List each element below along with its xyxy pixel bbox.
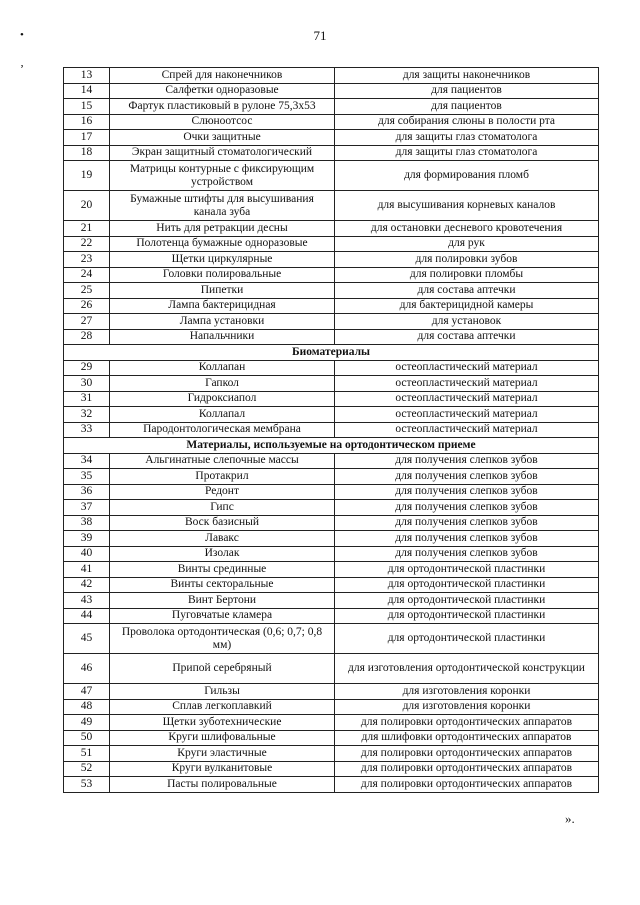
item-name-cell: Очки защитные bbox=[110, 130, 335, 146]
row-number-cell: 36 bbox=[64, 484, 110, 500]
row-number-cell: 17 bbox=[64, 130, 110, 146]
item-purpose-cell: для ортодонтической пластинки bbox=[335, 562, 599, 578]
item-purpose-cell: для шлифовки ортодонтических аппаратов bbox=[335, 730, 599, 746]
item-name-cell: Винт Бертони bbox=[110, 593, 335, 609]
table-row bbox=[64, 624, 599, 654]
item-purpose-cell: для изготовления ортодонтической конструкции bbox=[335, 654, 599, 684]
table-row bbox=[64, 376, 599, 392]
item-purpose-cell: для установок bbox=[335, 314, 599, 330]
table-row bbox=[64, 252, 599, 268]
margin-bullet-mark: • bbox=[20, 29, 24, 41]
table-row bbox=[64, 314, 599, 330]
item-purpose-cell: для состава аптечки bbox=[335, 329, 599, 345]
table-row bbox=[64, 469, 599, 485]
table-row bbox=[64, 298, 599, 314]
item-purpose-cell: для получения слепков зубов bbox=[335, 453, 599, 469]
row-number-cell: 44 bbox=[64, 608, 110, 624]
margin-apostrophe-mark: ʼ bbox=[20, 62, 24, 76]
row-number-cell: 34 bbox=[64, 453, 110, 469]
table-row bbox=[64, 654, 599, 684]
row-number-cell: 24 bbox=[64, 267, 110, 283]
item-purpose-cell: для полировки ортодонтических аппаратов bbox=[335, 715, 599, 731]
table-row bbox=[64, 283, 599, 299]
item-name-cell: Круги эластичные bbox=[110, 746, 335, 762]
item-purpose-cell: остеопластический материал bbox=[335, 376, 599, 392]
item-name-cell: Винты срединные bbox=[110, 562, 335, 578]
item-purpose-cell: для остановки десневого кровотечения bbox=[335, 221, 599, 237]
row-number-cell: 43 bbox=[64, 593, 110, 609]
materials-table bbox=[63, 67, 599, 793]
row-number-cell: 26 bbox=[64, 298, 110, 314]
item-name-cell: Коллапал bbox=[110, 407, 335, 423]
row-number-cell: 39 bbox=[64, 531, 110, 547]
row-number-cell: 29 bbox=[64, 360, 110, 376]
item-name-cell: Спрей для наконечников bbox=[110, 68, 335, 84]
table-row bbox=[64, 562, 599, 578]
item-name-cell: Лампа установки bbox=[110, 314, 335, 330]
table-row bbox=[64, 746, 599, 762]
item-name-cell: Протакрил bbox=[110, 469, 335, 485]
item-name-cell: Головки полировальные bbox=[110, 267, 335, 283]
item-purpose-cell: для бактерицидной камеры bbox=[335, 298, 599, 314]
table-row bbox=[64, 531, 599, 547]
item-purpose-cell: для полировки ортодонтических аппаратов bbox=[335, 761, 599, 777]
row-number-cell: 28 bbox=[64, 329, 110, 345]
row-number-cell: 42 bbox=[64, 577, 110, 593]
row-number-cell: 37 bbox=[64, 500, 110, 516]
table-row bbox=[64, 99, 599, 115]
row-number-cell: 20 bbox=[64, 191, 110, 221]
item-purpose-cell: для получения слепков зубов bbox=[335, 515, 599, 531]
item-name-cell: Гидроксиапол bbox=[110, 391, 335, 407]
row-number-cell: 51 bbox=[64, 746, 110, 762]
item-purpose-cell: для полировки пломбы bbox=[335, 267, 599, 283]
table-row bbox=[64, 191, 599, 221]
table-row bbox=[64, 684, 599, 700]
item-name-cell: Коллапан bbox=[110, 360, 335, 376]
item-name-cell: Пуговчатые кламера bbox=[110, 608, 335, 624]
row-number-cell: 13 bbox=[64, 68, 110, 84]
item-name-cell: Напальчники bbox=[110, 329, 335, 345]
table-row bbox=[64, 422, 599, 438]
item-purpose-cell: для полировки зубов bbox=[335, 252, 599, 268]
item-name-cell: Редонт bbox=[110, 484, 335, 500]
materials-table-body bbox=[64, 68, 599, 793]
item-purpose-cell: для изготовления коронки bbox=[335, 684, 599, 700]
row-number-cell: 22 bbox=[64, 236, 110, 252]
row-number-cell: 27 bbox=[64, 314, 110, 330]
table-row bbox=[64, 391, 599, 407]
item-name-cell: Гильзы bbox=[110, 684, 335, 700]
table-row bbox=[64, 453, 599, 469]
table-row bbox=[64, 329, 599, 345]
row-number-cell: 38 bbox=[64, 515, 110, 531]
table-row bbox=[64, 484, 599, 500]
item-purpose-cell: для ортодонтической пластинки bbox=[335, 624, 599, 654]
item-purpose-cell: для получения слепков зубов bbox=[335, 546, 599, 562]
table-row bbox=[64, 145, 599, 161]
item-name-cell: Салфетки одноразовые bbox=[110, 83, 335, 99]
item-name-cell: Лампа бактерицидная bbox=[110, 298, 335, 314]
item-name-cell: Проволока ортодонтическая (0,6; 0,7; 0,8 мм) bbox=[110, 624, 335, 654]
table-row bbox=[64, 608, 599, 624]
item-name-cell: Воск базисный bbox=[110, 515, 335, 531]
row-number-cell: 32 bbox=[64, 407, 110, 423]
item-purpose-cell: для получения слепков зубов bbox=[335, 469, 599, 485]
table-row bbox=[64, 500, 599, 516]
row-number-cell: 30 bbox=[64, 376, 110, 392]
item-purpose-cell: для полировки ортодонтических аппаратов bbox=[335, 746, 599, 762]
item-purpose-cell: для получения слепков зубов bbox=[335, 531, 599, 547]
table-row bbox=[64, 546, 599, 562]
item-purpose-cell: для ортодонтической пластинки bbox=[335, 593, 599, 609]
row-number-cell: 53 bbox=[64, 777, 110, 793]
row-number-cell: 25 bbox=[64, 283, 110, 299]
row-number-cell: 15 bbox=[64, 99, 110, 115]
item-purpose-cell: для защиты глаз стоматолога bbox=[335, 130, 599, 146]
section-title: Биоматериалы bbox=[64, 345, 599, 361]
table-row bbox=[64, 114, 599, 130]
table-row bbox=[64, 161, 599, 191]
item-name-cell: Гипс bbox=[110, 500, 335, 516]
item-purpose-cell: для ортодонтической пластинки bbox=[335, 608, 599, 624]
table-row bbox=[64, 730, 599, 746]
item-name-cell: Матрицы контурные с фиксирующим устройством bbox=[110, 161, 335, 191]
closing-quote-mark: ». bbox=[565, 811, 575, 826]
item-purpose-cell: остеопластический материал bbox=[335, 422, 599, 438]
item-name-cell: Изолак bbox=[110, 546, 335, 562]
table-row bbox=[64, 593, 599, 609]
row-number-cell: 21 bbox=[64, 221, 110, 237]
section-header-row bbox=[64, 345, 599, 361]
item-name-cell: Нить для ретракции десны bbox=[110, 221, 335, 237]
item-name-cell: Слюноотсос bbox=[110, 114, 335, 130]
row-number-cell: 40 bbox=[64, 546, 110, 562]
item-name-cell: Альгинатные слепочные массы bbox=[110, 453, 335, 469]
table-row bbox=[64, 699, 599, 715]
item-purpose-cell: для полировки ортодонтических аппаратов bbox=[335, 777, 599, 793]
row-number-cell: 49 bbox=[64, 715, 110, 731]
page-number: 71 bbox=[313, 28, 327, 43]
table-row bbox=[64, 83, 599, 99]
item-purpose-cell: для высушивания корневых каналов bbox=[335, 191, 599, 221]
table-row bbox=[64, 68, 599, 84]
item-purpose-cell: для защиты наконечников bbox=[335, 68, 599, 84]
section-title: Материалы, используемые на ортодонтическом приеме bbox=[64, 438, 599, 454]
row-number-cell: 33 bbox=[64, 422, 110, 438]
item-purpose-cell: для получения слепков зубов bbox=[335, 500, 599, 516]
table-row bbox=[64, 777, 599, 793]
table-row bbox=[64, 130, 599, 146]
item-name-cell: Бумажные штифты для высушивания канала зуба bbox=[110, 191, 335, 221]
row-number-cell: 14 bbox=[64, 83, 110, 99]
row-number-cell: 50 bbox=[64, 730, 110, 746]
item-purpose-cell: для изготовления коронки bbox=[335, 699, 599, 715]
row-number-cell: 52 bbox=[64, 761, 110, 777]
item-purpose-cell: для рук bbox=[335, 236, 599, 252]
item-name-cell: Фартук пластиковый в рулоне 75,3х53 bbox=[110, 99, 335, 115]
row-number-cell: 41 bbox=[64, 562, 110, 578]
item-purpose-cell: остеопластический материал bbox=[335, 407, 599, 423]
row-number-cell: 45 bbox=[64, 624, 110, 654]
item-name-cell: Пародонтологическая мембрана bbox=[110, 422, 335, 438]
row-number-cell: 19 bbox=[64, 161, 110, 191]
section-header-row bbox=[64, 438, 599, 454]
item-purpose-cell: для защиты глаз стоматолога bbox=[335, 145, 599, 161]
item-name-cell: Щетки циркулярные bbox=[110, 252, 335, 268]
item-purpose-cell: для получения слепков зубов bbox=[335, 484, 599, 500]
item-purpose-cell: для формирования пломб bbox=[335, 161, 599, 191]
item-name-cell: Круги шлифовальные bbox=[110, 730, 335, 746]
table-row bbox=[64, 236, 599, 252]
item-purpose-cell: остеопластический материал bbox=[335, 391, 599, 407]
table-row bbox=[64, 577, 599, 593]
item-name-cell: Полотенца бумажные одноразовые bbox=[110, 236, 335, 252]
item-purpose-cell: для собирания слюны в полости рта bbox=[335, 114, 599, 130]
item-name-cell: Щетки зуботехнические bbox=[110, 715, 335, 731]
item-purpose-cell: для пациентов bbox=[335, 99, 599, 115]
item-name-cell: Пипетки bbox=[110, 283, 335, 299]
item-purpose-cell: для состава аптечки bbox=[335, 283, 599, 299]
item-purpose-cell: остеопластический материал bbox=[335, 360, 599, 376]
table-row bbox=[64, 267, 599, 283]
item-name-cell: Сплав легкоплавкий bbox=[110, 699, 335, 715]
item-name-cell: Пасты полировальные bbox=[110, 777, 335, 793]
table-row bbox=[64, 407, 599, 423]
item-purpose-cell: для ортодонтической пластинки bbox=[335, 577, 599, 593]
row-number-cell: 47 bbox=[64, 684, 110, 700]
item-name-cell: Винты секторальные bbox=[110, 577, 335, 593]
row-number-cell: 16 bbox=[64, 114, 110, 130]
row-number-cell: 48 bbox=[64, 699, 110, 715]
table-row bbox=[64, 761, 599, 777]
item-name-cell: Гапкол bbox=[110, 376, 335, 392]
row-number-cell: 31 bbox=[64, 391, 110, 407]
item-name-cell: Припой серебряный bbox=[110, 654, 335, 684]
item-purpose-cell: для пациентов bbox=[335, 83, 599, 99]
item-name-cell: Лавакс bbox=[110, 531, 335, 547]
row-number-cell: 18 bbox=[64, 145, 110, 161]
item-name-cell: Круги вулканитовые bbox=[110, 761, 335, 777]
table-row bbox=[64, 360, 599, 376]
item-name-cell: Экран защитный стоматологический bbox=[110, 145, 335, 161]
table-row bbox=[64, 715, 599, 731]
row-number-cell: 23 bbox=[64, 252, 110, 268]
table-row bbox=[64, 221, 599, 237]
row-number-cell: 46 bbox=[64, 654, 110, 684]
row-number-cell: 35 bbox=[64, 469, 110, 485]
table-row bbox=[64, 515, 599, 531]
